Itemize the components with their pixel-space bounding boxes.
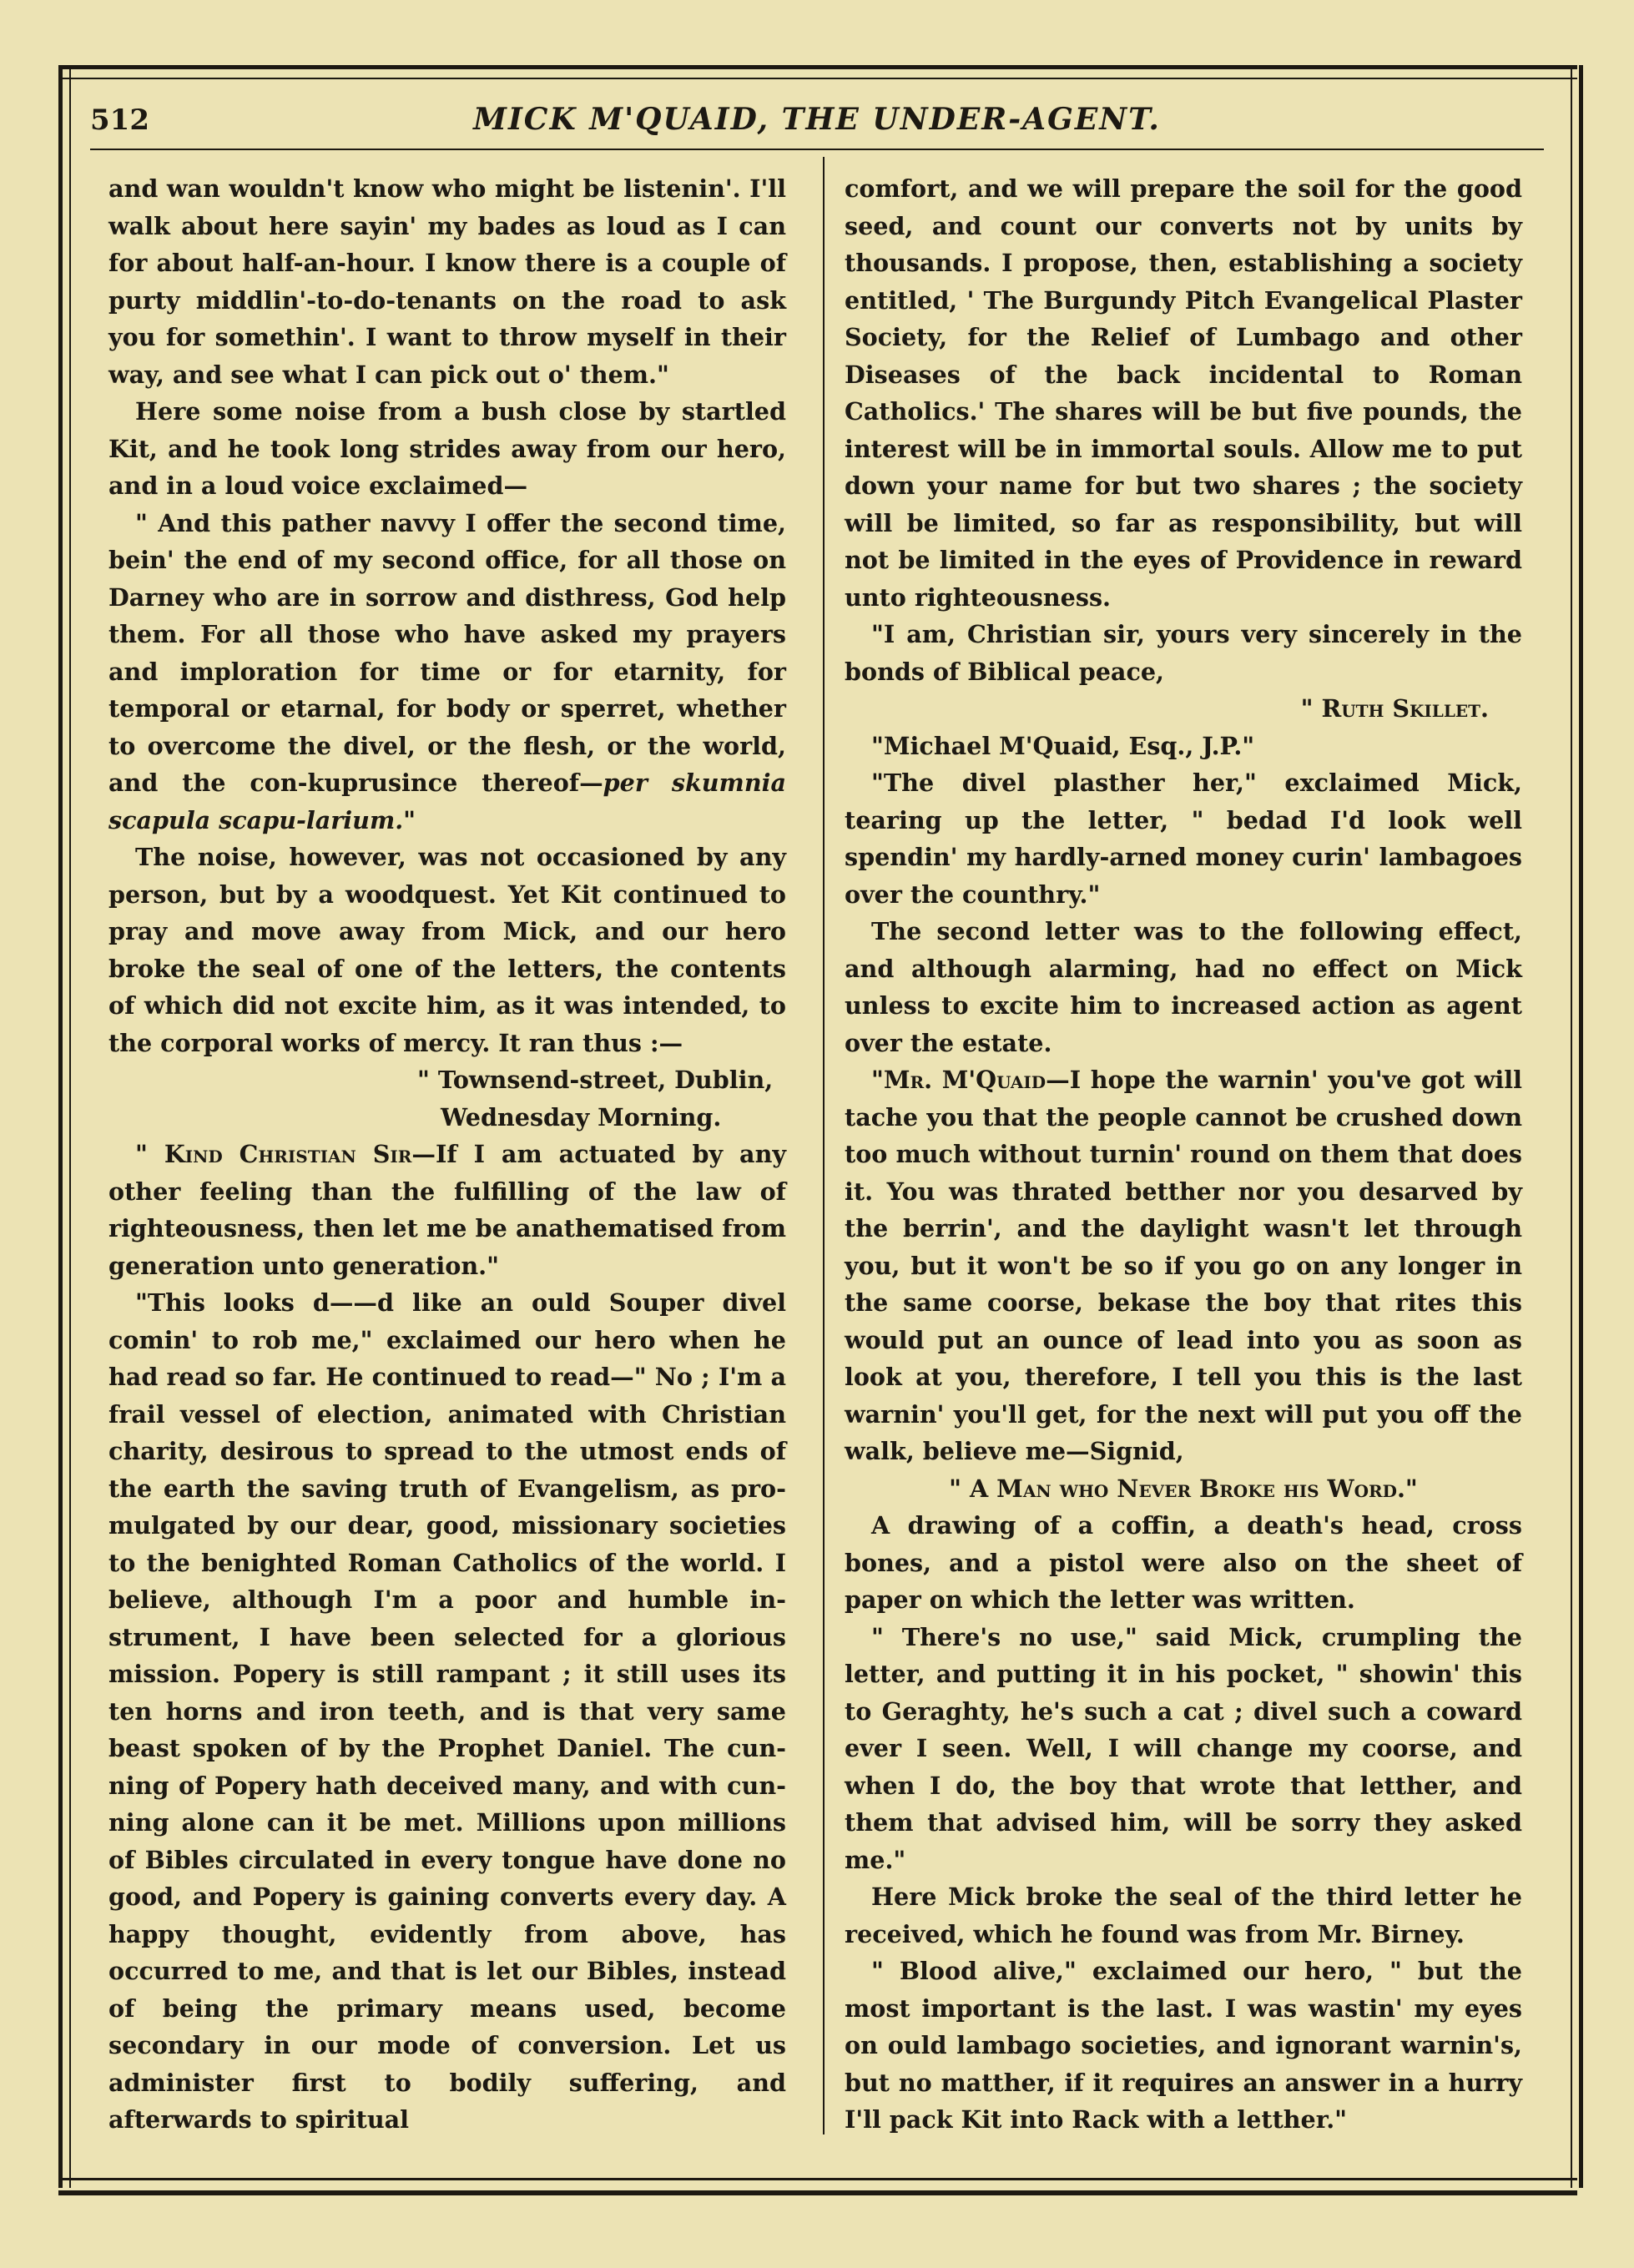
paragraph: " There's no use," said Mick, crumpling the letter, and putting it in his pocket, " showin' this to Geraghty, he's such a cat ; divel such a coward ever I seen. Well, I will change my coorse, and when I do, the boy that wrote that letther, and them that advised him, will be sorry they asked me." (845, 1622, 1522, 1874)
paragraph: Here Mick broke the seal of the third letter he received, which he found was from Mr. Birney. (845, 1882, 1522, 1948)
right-column (845, 170, 1522, 2139)
page-border-left (58, 65, 71, 2188)
page-border-bottom (58, 2178, 1577, 2195)
paragraph (108, 505, 786, 839)
page-border-top (58, 65, 1577, 79)
paragraph: "This looks d——d like an ould Souper divel comin' to rob me," exclaimed our hero when he had read so far. He continued to read—" No ; I'm a frail vessel of election, animated with Christian charity, desirous to spread to the utmost ends of the earth the saving truth of Evangelism, as pro-mulgated by our dear, good, missionary societies to the benighted Roman Catholics of the world. I believe, although I'm a poor and humble in-strument, I have been selected for a glorious mission. Popery is still rampant ; it still uses its ten horns and iron teeth, and is that very same beast spoken of by the Prophet Daniel. The cun-ning of Popery hath deceived many, and with cun-ning alone can it be met. Millions upon millions of Bibles circulated in every tongue have done no good, and Popery is gaining converts every day. A happy thought, evidently from above, has occurred to me, and that is let our Bibles, instead of being the primary means used, become secondary in our mode of conversion. Let us administer first to bodily suffering, and afterwards to spiritual (108, 1288, 786, 2134)
closing-quote: " (403, 805, 416, 834)
letter-signature: " Ruth Skillet. (1300, 694, 1489, 723)
paragraph: "I am, Christian sir, yours very sincerely in the bonds of Biblical peace, (845, 620, 1522, 686)
opening-quote: " (871, 1066, 884, 1094)
paragraph: Here some noise from a bush close by startled Kit, and he took long strides away from our hero, and in a loud voice exclaimed— (108, 397, 786, 500)
paragraph: "The divel plasther her," exclaimed Mick, tearing up the letter, " bedad I'd look well spendin' my hardly-arned money curin' lambagoes over the counthry." (845, 769, 1522, 909)
opening-quote: " (135, 1140, 164, 1168)
paragraph: comfort, and we will prepare the soil for the good seed, and count our converts not by units by thousands. I propose, then, establishing a society entitled, ' The Burgundy Pitch Evangelical Plaster Society, for the Relief of Lumbago and other Diseases of the back incidental to Roman Catholics.' The shares will be but five pounds, the interest will be in immortal souls. Allow me to put down your name for but two shares ; the society will be limited, so far as responsibility, but will not be limited in the eyes of Providence in reward unto righteousness. (845, 174, 1522, 612)
letter-text: —If I am actuated by any other feeling than the fulfilling of the law of righteousness, then let me be anathematised from generation unto generation." (108, 1140, 786, 1280)
salutation: Kind Christian Sir (164, 1140, 412, 1168)
paragraph: The second letter was to the following effect, and although alarming, had no effect on Mick unless to excite him to increased action as agent over the estate. (845, 917, 1522, 1057)
paragraph: The noise, however, was not occasioned by any person, but by a woodquest. Yet Kit continued to pray and move away from Mick, and our hero broke the seal of one of the letters, the contents of which did not excite him, as it was intended, to the corporal works of mercy. It ran thus :— (108, 843, 786, 1057)
left-column (108, 170, 786, 2139)
letter-date: Wednesday Morning. (441, 1102, 722, 1131)
running-title: MICK M'QUAID, THE UNDER-AGENT. (473, 102, 1161, 137)
salutation: Mr. M'Quaid (883, 1066, 1046, 1094)
paragraph: " Blood alive," exclaimed our hero, " but the most important is the last. I was wastin' my eyes on ould lambago societies, and ignorant warnin's, but no matther, if it requires an answer in a hurry I'll pack Kit into Rack with a letther." (845, 1957, 1522, 2134)
page-border-right (1571, 65, 1583, 2188)
latin-phrase: per skumnia scapula scapu-larium. (108, 769, 786, 834)
letter-text: —I hope the warnin' you've got will tache you that the people cannot be crushed down too much without turnin' round on them that does it. You was thrated betther nor you desarved by the berrin', and the daylight wasn't let through you, but it won't be so if you go on any longer in the same coorse, bekase the boy that rites this would put an ounce of lead into you as soon as look at you, therefore, I tell you this is the last warnin' you'll get, for the next will put you off the walk, believe me—Signid, (845, 1066, 1522, 1465)
prayer-text: " And this pather navvy I offer the second time, bein' the end of my second office, for all those on Darney who are in sorrow and disthress, God help them. For all those who have asked my prayers and imploration for time or for etarnity, for temporal or etarnal, for body or sperret, whether to overcome the divel, or the flesh, or the world, and the con-kuprusince thereof— (108, 508, 786, 797)
column-divider (823, 157, 825, 2134)
letter-address: " Townsend-street, Dublin, (417, 1066, 774, 1094)
letter-addressee: "Michael M'Quaid, Esq., J.P." (871, 731, 1255, 760)
paragraph: and wan wouldn't know who might be listenin'. I'll walk about here sayin' my bades as loud as I can for about half-an-hour. I know there is a couple of purty middlin'-to-do-tenants on the road to ask you for somethin'. I want to throw myself in their way, and see what I can pick out o' them." (108, 174, 786, 389)
page-header (90, 98, 1544, 150)
paragraph: A drawing of a coffin, a death's head, cross bones, and a pistol were also on the sheet of paper on which the letter was written. (845, 1511, 1522, 1614)
paragraph (845, 1061, 1522, 1470)
page-number: 512 (90, 103, 149, 137)
letter-signature: " A Man who Never Broke his Word." (949, 1474, 1418, 1503)
paragraph (108, 1136, 786, 1284)
